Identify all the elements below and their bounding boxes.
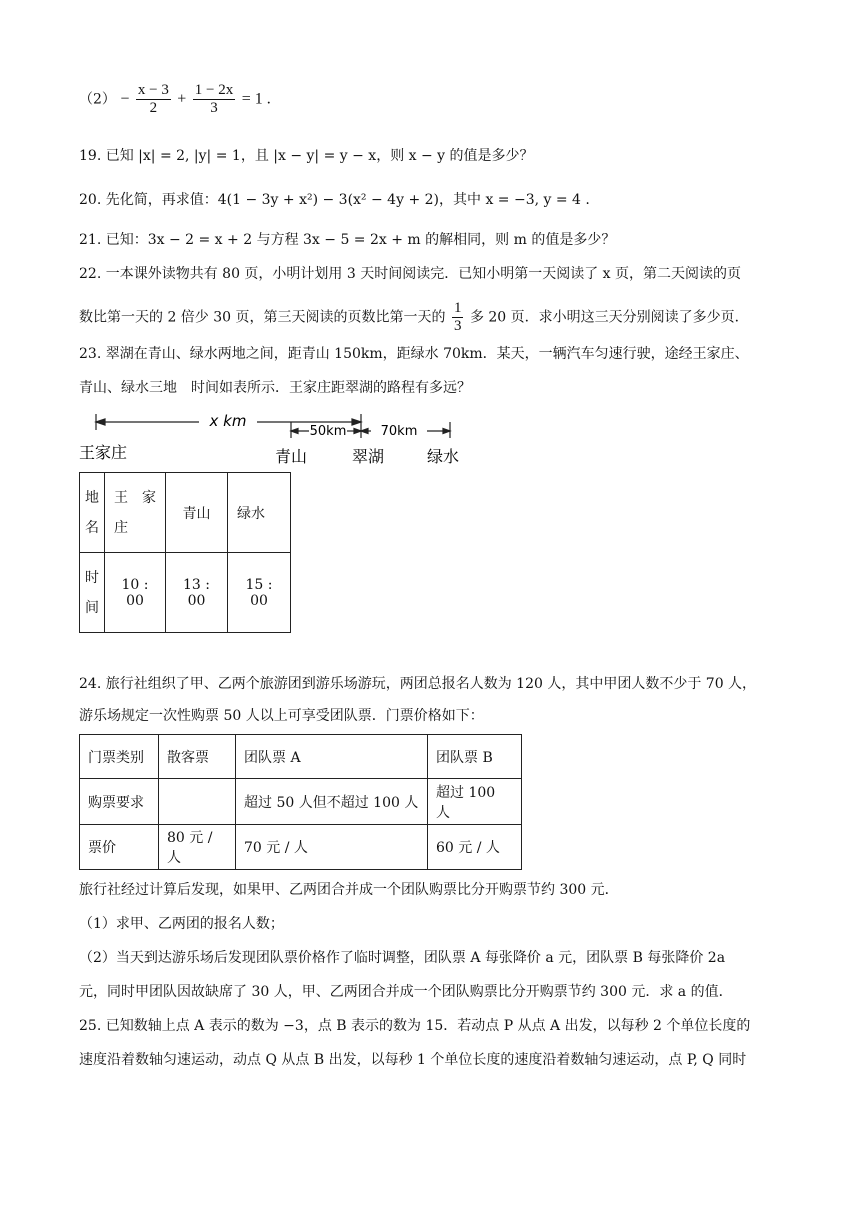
fraction-2-denominator: 3: [210, 100, 218, 116]
question-24-line-3: 旅行社经过计算后发现，如果甲、乙两团合并成一个团队购票比分开购票节约 300 元．: [79, 882, 619, 898]
place-lvshui: 绿水: [426, 447, 460, 466]
time-wangjiazhuang: 10 : 00: [105, 553, 166, 633]
cell-requirement-label: 购票要求: [80, 779, 159, 825]
70km-label: 70km: [380, 424, 418, 439]
fraction-one-third: [452, 300, 464, 335]
header-qingshan: 青山: [166, 473, 228, 553]
question-25-line-1: 25. 已知数轴上点 A 表示的数为 −3，点 B 表示的数为 15．若动点 P 从点 A 出发，以每秒 2 个单位长度的: [79, 1018, 751, 1034]
question-24-line-1: 24. 旅行社组织了甲、乙两个旅游团到游乐场游玩，两团总报名人数为 120 人，其中甲团人数不少于 70 人，: [79, 676, 757, 692]
plus-sign: +: [177, 90, 187, 108]
place-wangjiazhuang: 王家庄: [79, 443, 128, 462]
fraction-numerator: 1: [453, 300, 462, 316]
question-23-line-2: 青山、绿水三地 时间如表所示．王家庄距翠湖的路程有多远？: [79, 380, 471, 396]
question-20: 20. 先化简，再求值：4(1 − 3y + x²) − 3(x² − 4y + 2)，其中 x = −3, y = 4 .: [79, 192, 590, 208]
question-22-line-2-a: 数比第一天的 2 倍少 30 页，第三天阅读的页数比第一天的: [79, 309, 446, 326]
cell-group-a-price: 70 元 / 人: [236, 825, 428, 870]
header-lvshui: 绿水: [228, 473, 291, 553]
header-wangjiazhuang: 王 家庄: [105, 473, 166, 553]
question-22-line-2: [79, 300, 749, 335]
question-24-line-2: 游乐场规定一次性购票 50 人以上可享受团队票．门票价格如下：: [79, 708, 484, 724]
fraction-2-numerator: 1 − 2x: [194, 82, 234, 98]
time-qingshan: 13 : 00: [166, 553, 228, 633]
cell-individual-requirement: [159, 779, 236, 825]
cell-group-b-price: 60 元 / 人: [428, 825, 522, 870]
cell-group-a-header: 团队票 A: [236, 735, 428, 779]
question-24-part-1: （1）求甲、乙两团的报名人数；: [79, 916, 284, 932]
equation-rhs: = 1 .: [241, 90, 271, 108]
question-22-line-2-b: 多 20 页．求小明这三天分别阅读了多少页．: [469, 309, 749, 326]
question-18-part-2: [79, 82, 271, 117]
fraction-2: [193, 82, 235, 117]
fraction-1-numerator: x − 3: [137, 82, 169, 98]
time-lvshui: 15 : 00: [228, 553, 291, 633]
cell-individual-price: 80 元 / 人: [159, 825, 236, 870]
distance-diagram: [79, 408, 479, 468]
cell-group-b-requirement: 超过 100 人: [428, 779, 522, 825]
50km-label: 50km: [309, 424, 347, 439]
row-time-label: 时间: [80, 553, 105, 633]
part-label: （2）: [79, 91, 116, 108]
place-cuihu: 翠湖: [351, 447, 385, 466]
question-23-line-1: 23. 翠湖在青山、绿水两地之间，距青山 150km，距绿水 70km．某天，一辆汽车匀速行驶，途经王家庄、: [79, 346, 749, 362]
fraction-1-denominator: 2: [149, 100, 158, 116]
cell-group-a-requirement: 超过 50 人但不超过 100 人: [236, 779, 428, 825]
question-25-line-2: 速度沿着数轴匀速运动，动点 Q 从点 B 出发，以每秒 1 个单位长度的速度沿着数轴匀速运动，点 P, Q 同时: [79, 1052, 747, 1068]
ticket-price-table: [79, 734, 522, 870]
minus-sign: −: [120, 90, 130, 108]
place-qingshan: 青山: [274, 447, 308, 466]
x-km-label: x km: [209, 412, 247, 430]
question-19: 19. 已知 |x| = 2, |y| = 1，且 |x − y| = y − x，则 x − y 的值是多少？: [79, 148, 534, 164]
fraction-denominator: 3: [453, 318, 462, 334]
cell-price-label: 票价: [80, 825, 159, 870]
question-22-line-1: 22. 一本课外读物共有 80 页，小明计划用 3 天时间阅读完．已知小明第一天阅读了 x 页，第二天阅读的页: [79, 266, 742, 282]
fraction-1: [136, 82, 171, 117]
cell-group-b-header: 团队票 B: [428, 735, 522, 779]
question-24-part-2-line-2: 元，同时甲团队因故缺席了 30 人，甲、乙两团合并成一个团队购票比分开购票节约 300 元．求 a 的值．: [79, 984, 733, 1000]
cell-category-header: 门票类别: [80, 735, 159, 779]
header-place: 地名: [80, 473, 105, 553]
question-24-part-2-line-1: （2）当天到达游乐场后发现团队票价格作了临时调整，团队票 A 每张降价 a 元，团队票 B 每张降价 2a: [79, 950, 726, 966]
time-table: [79, 472, 291, 633]
question-21: 21. 已知：3x − 2 = x + 2 与方程 3x − 5 = 2x + m 的解相同，则 m 的值是多少？: [79, 232, 616, 248]
cell-individual-header: 散客票: [159, 735, 236, 779]
